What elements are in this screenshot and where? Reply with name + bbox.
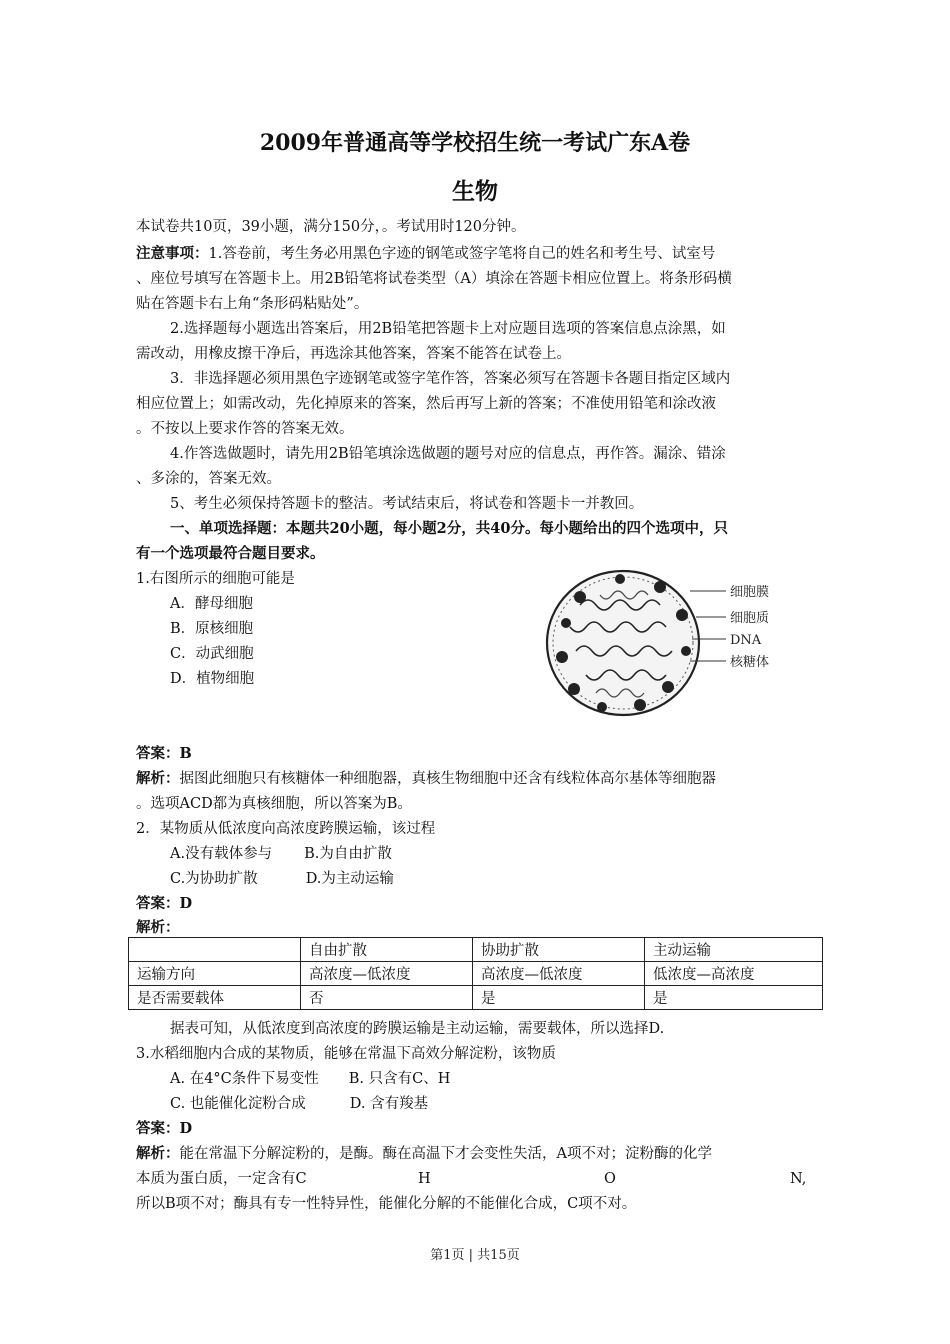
table-header-cell: 主动运输: [645, 938, 823, 962]
fig-label-membrane: 细胞膜: [730, 585, 770, 600]
subject-title: 生物: [452, 178, 498, 205]
q1-answer-value: B: [179, 745, 192, 762]
notes-label: 注意事项：: [136, 245, 209, 262]
section-heading-line-2: 有一个选项最符合题目要求。: [136, 545, 325, 562]
note-1-line-1: [136, 244, 715, 264]
q3-analysis-label: 解析：: [136, 1145, 180, 1162]
table-cell: 否: [301, 986, 473, 1010]
q2-stem: 2．某物质从低浓度向高浓度跨膜运输，该过程: [136, 821, 436, 837]
q2-option-b: B.为自由扩散: [304, 846, 392, 862]
table-cell: 是否需要载体: [129, 986, 301, 1010]
note-2-line-2: 需改动，用橡皮擦干净后，再选涂其他答案，答案不能答在试卷上。: [136, 346, 571, 362]
q3-option-a: A. 在4°C条件下易变性: [170, 1071, 319, 1087]
table-row: [129, 986, 823, 1010]
q3-answer-value: D: [179, 1120, 193, 1137]
exam-title: 2009年普通高等学校招生统一考试广东A卷: [259, 130, 691, 156]
q2-analysis-label: 解析：: [136, 919, 180, 936]
q2-conclusion: 据表可知，从低浓度到高浓度的跨膜运输是主动运输，需要载体，所以选择D.: [170, 1021, 665, 1037]
note-1-line-3: 贴在答题卡右上角“条形码粘贴处”。: [136, 296, 369, 312]
table-header-cell: [129, 938, 301, 962]
q2-options-row-2: [170, 869, 394, 889]
table-header-cell: 协助扩散: [473, 938, 645, 962]
q3-analysis-2b: H: [418, 1171, 431, 1187]
table-cell: 是: [473, 986, 645, 1010]
q2-answer-label: 答案：: [136, 895, 180, 912]
q1-analysis-text: 据图此细胞只有核糖体一种细胞器，真核生物细胞中还含有线粒体高尔基体等细胞器: [179, 771, 716, 787]
q3-option-b: B. 只含有C、H: [348, 1071, 451, 1087]
table-cell: 是: [645, 986, 823, 1010]
q3-analysis-2a: 本质为蛋白质，一定含有C: [136, 1171, 307, 1187]
q2-option-d: D.为主动运输: [305, 871, 394, 887]
q1-stem: 1.右图所示的细胞可能是: [136, 571, 295, 587]
table-cell: 运输方向: [129, 962, 301, 986]
prokaryotic-cell-figure: [540, 565, 800, 725]
q3-options-row-1: [170, 1069, 450, 1089]
note-4-line-1: 4.作答选做题时，请先用2B铅笔填涂选做题的题号对应的信息点，再作答。漏涂、错涂: [170, 446, 726, 462]
table-cell: 高浓度—低浓度: [301, 962, 473, 986]
page-footer: 第1页 | 共15页: [430, 1248, 520, 1263]
q1-analysis-line-1: [136, 769, 716, 789]
table-header-row: [129, 938, 823, 962]
q3-analysis-line-3: 所以B项不对；酶具有专一性特异性，能催化分解的不能催化合成，C项不对。: [136, 1196, 637, 1212]
table-header-cell: 自由扩散: [301, 938, 473, 962]
note-1-text: 1.答卷前，考生务必用黑色字迹的钢笔或签字笔将自己的姓名和考生号、试室号: [208, 246, 716, 262]
note-3-line-3: 。不按以上要求作答的答案无效。: [136, 421, 354, 437]
table-row: [129, 962, 823, 986]
q3-answer-label: 答案：: [136, 1120, 180, 1137]
q3-options-row-2: [170, 1094, 428, 1114]
q2-answer: [136, 894, 192, 914]
q2-option-c: C.为协助扩散: [170, 871, 258, 887]
note-2-line-1: 2.选择题每小题选出答案后，用2B铅笔把答题卡上对应题目选项的答案信息点涂黑，如: [170, 321, 726, 337]
fig-label-cytoplasm: 细胞质: [730, 611, 770, 626]
q3-analysis-text: 能在常温下分解淀粉的，是酶。酶在高温下才会变性失活，A项不对；淀粉酶的化学: [179, 1146, 712, 1162]
q2-options-row-1: [170, 844, 392, 864]
q1-option-b: B．原核细胞: [170, 621, 254, 637]
q1-answer-label: 答案：: [136, 745, 180, 762]
note-3-line-1: 3．非选择题必须用黑色字迹钢笔或签字笔作答，答案必须写在答题卡各题目指定区域内: [170, 371, 731, 387]
q1-option-a: A．酵母细胞: [170, 596, 253, 612]
q3-analysis-line-1: [136, 1144, 712, 1164]
note-4-line-2: 、多涂的，答案无效。: [136, 471, 281, 487]
fig-label-dna: DNA: [730, 633, 762, 648]
table-cell: 低浓度—高浓度: [645, 962, 823, 986]
q3-analysis-2d: N,: [790, 1171, 807, 1187]
intro-text: 本试卷共10页，39小题，满分150分，。考试用时120分钟。: [136, 219, 526, 235]
q2-option-a: A.没有载体参与: [170, 846, 273, 862]
note-3-line-2: 相应位置上；如需改动，先化掉原来的答案，然后再写上新的答案；不准使用铅笔和涂改液: [136, 396, 716, 412]
q1-analysis-line-2: 。选项ACD都为真核细胞，所以答案为B。: [136, 796, 412, 812]
q3-stem: 3.水稻细胞内合成的某物质，能够在常温下高效分解淀粉，该物质: [136, 1046, 556, 1062]
note-5: 5、考生必须保持答题卡的整洁。考试结束后，将试卷和答题卡一并教回。: [170, 496, 644, 512]
q1-analysis-label: 解析：: [136, 770, 180, 787]
fig-label-ribosome: 核糖体: [730, 655, 770, 670]
q1-answer: [136, 744, 192, 764]
q3-analysis-line-2: [136, 1169, 806, 1189]
table-cell: 高浓度—低浓度: [473, 962, 645, 986]
q3-analysis-2c: O: [604, 1171, 616, 1187]
q3-answer: [136, 1119, 192, 1139]
q1-option-d: D．植物细胞: [170, 671, 255, 687]
q2-answer-value: D: [179, 895, 193, 912]
transport-comparison-table: [128, 937, 823, 1010]
note-1-line-2: 、座位号填写在答题卡上。用2B铅笔将试卷类型（A）填涂在答题卡相应位置上。将条形码横: [136, 271, 732, 287]
q3-option-d: D. 含有羧基: [349, 1096, 429, 1112]
section-heading-line-1: 一、单项选择题：本题共20小题，每小题2分，共40分。每小题给出的四个选项中，只: [170, 520, 728, 537]
q3-option-c: C. 也能催化淀粉合成: [170, 1096, 306, 1112]
q1-option-c: C．动武细胞: [170, 646, 254, 662]
